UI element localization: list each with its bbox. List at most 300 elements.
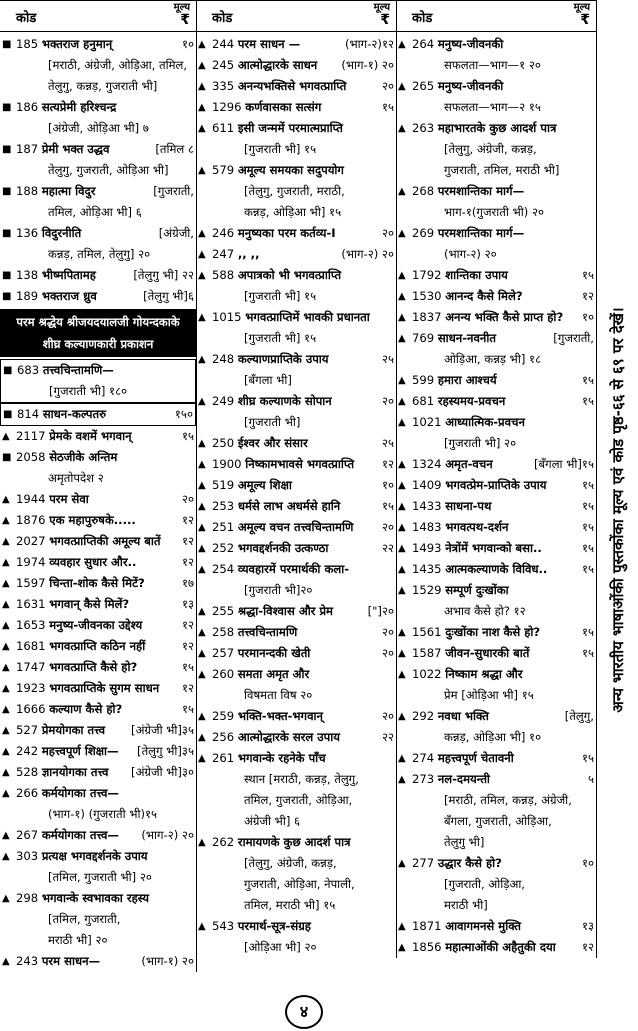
book-price: १७: [181, 576, 194, 590]
entry-detail: तमिल, ओड़िआ भी] ६: [48, 205, 142, 219]
triangle-bullet-icon: ▲: [2, 662, 10, 673]
entry-detail: [गुजराती भी] १५: [244, 142, 317, 156]
book-code: 185: [16, 37, 39, 51]
book-title: अमूल्य समयका सदुपयोग: [237, 163, 344, 177]
book-title: कर्णवासका सत्संग: [245, 100, 322, 114]
book-price: १२: [181, 618, 194, 632]
book-title: व्यवहारमें परमार्थकी कला-: [237, 562, 350, 576]
book-code: 1529: [412, 583, 442, 597]
book-code: 1666: [16, 702, 46, 716]
catalog-entry: [398, 580, 594, 622]
book-price: १५: [581, 541, 594, 555]
book-code: 138: [16, 268, 39, 282]
catalog-entry: [198, 391, 394, 433]
book-title: कर्मयोगका तत्त्व—: [41, 828, 119, 842]
book-price: [तेलुगु भी] २२: [133, 268, 194, 282]
book-price: १५: [581, 646, 594, 660]
rupee-icon: ₹: [180, 12, 190, 28]
book-price: १५: [381, 100, 394, 114]
catalog-entry: [2, 783, 194, 825]
catalog-entry: [398, 265, 594, 286]
catalog-entry: [398, 559, 594, 580]
book-code: 1597: [16, 576, 46, 590]
book-price: १२: [581, 940, 594, 954]
book-title: मनुष्यका परम कर्तव्य-I: [237, 226, 336, 240]
book-title: निष्काम श्रद्धा और: [445, 667, 523, 681]
entry-list: [0, 32, 196, 972]
book-title: इसी जन्ममें परमात्मप्राप्ति: [237, 121, 343, 135]
book-title: रहस्यमय-प्रवचन: [437, 394, 506, 408]
triangle-bullet-icon: ▲: [198, 753, 206, 764]
catalog-entry: [198, 55, 394, 76]
book-code: 1792: [412, 268, 442, 282]
book-price: १५: [181, 429, 194, 443]
book-title: तत्त्वचिन्तामणि: [237, 625, 298, 639]
triangle-bullet-icon: ▲: [2, 557, 10, 568]
entry-detail: तेलुगु भी]: [444, 835, 485, 849]
book-code: 1631: [16, 597, 46, 611]
book-price: २०: [381, 79, 394, 93]
catalog-entry: [398, 307, 594, 328]
book-title: निष्कामभावसे भगवत्प्राप्ति: [245, 457, 355, 471]
book-code: 257: [212, 646, 235, 660]
book-code: 1974: [16, 555, 46, 569]
book-title: श्रद्धा-विश्वास और प्रेम: [237, 604, 333, 618]
triangle-bullet-icon: ▲: [2, 599, 10, 610]
triangle-bullet-icon: ▲: [398, 501, 406, 512]
code-label: कोड: [212, 11, 233, 26]
book-price: १२: [381, 457, 394, 471]
book-code: 1856: [412, 940, 442, 954]
book-title: प्रेमयोगका तत्त्व: [41, 723, 106, 737]
rupee-icon: ₹: [580, 12, 590, 28]
book-title: सत्यप्रेमी हरिश्चन्द्र: [41, 100, 117, 114]
book-code: 1747: [16, 660, 46, 674]
book-title: शीघ्र कल्याणके सोपान: [237, 394, 332, 408]
book-price: [376, 916, 394, 937]
book-code: 262: [212, 835, 235, 849]
book-title: प्रत्यक्ष भगवद्दर्शनके उपाय: [41, 849, 148, 863]
book-title: ,, ,,: [237, 247, 260, 261]
book-code: 1021: [412, 415, 442, 429]
book-price: [576, 664, 594, 685]
book-title: भगवान् कैसे मिलें?: [49, 597, 130, 611]
book-code: 1530: [412, 289, 442, 303]
book-title: एक महापुरुषके.....: [49, 513, 136, 527]
entry-detail: [गुजराती भी] १८०: [49, 384, 128, 398]
catalog-entry: [198, 517, 394, 538]
entry-detail: स्थान [मराठी, कन्नड़, तेलुगु,: [244, 772, 359, 786]
code-label: कोड: [16, 11, 37, 26]
square-bullet-icon: ■: [2, 452, 12, 463]
book-code: 519: [212, 478, 235, 492]
entry-detail: कन्नड़, ओड़िआ भी] १०: [444, 730, 542, 744]
book-title: नेत्रोंमें भगवान्को बसा..: [445, 541, 542, 555]
book-price: [576, 223, 594, 244]
book-price: १५०: [174, 407, 193, 421]
column-header: [196, 0, 396, 32]
triangle-bullet-icon: ▲: [398, 774, 406, 785]
triangle-bullet-icon: ▲: [198, 81, 206, 92]
entry-detail: भाग-१(गुजराती भी) २०: [444, 205, 545, 219]
triangle-bullet-icon: ▲: [398, 942, 406, 953]
entry-detail: गुजराती, तमिल, मराठी भी]: [444, 163, 560, 177]
book-code: 303: [16, 849, 39, 863]
entry-list: [196, 32, 396, 958]
book-price: (भाग-१) २०: [341, 58, 394, 72]
book-code: 255: [212, 604, 235, 618]
triangle-bullet-icon: ▲: [398, 333, 406, 344]
book-price: १५: [581, 478, 594, 492]
book-title: भगवत्प्राप्ति कठिन नहीं: [49, 639, 146, 653]
entry-detail: तेलुगु, गुजराती, ओड़िआ भी]: [48, 163, 169, 177]
book-price: १५: [581, 625, 594, 639]
book-code: 1324: [412, 457, 442, 471]
catalog-entry: [198, 706, 394, 727]
catalog-entry: [2, 762, 194, 783]
triangle-bullet-icon: ▲: [198, 648, 206, 659]
catalog-entry: [198, 97, 394, 118]
catalog-entry: [2, 594, 194, 615]
book-code: 611: [212, 121, 235, 135]
catalog-entry: [398, 538, 594, 559]
catalog-entry: [198, 475, 394, 496]
entry-detail: (भाग-२) २०: [444, 247, 497, 261]
entry-detail: [गुजराती भी] २०: [444, 436, 517, 450]
catalog-entry: [0, 359, 196, 403]
triangle-bullet-icon: ▲: [398, 375, 406, 386]
book-code: 267: [16, 828, 39, 842]
book-price: (भाग-२) २०: [341, 247, 394, 261]
triangle-bullet-icon: ▲: [398, 753, 406, 764]
book-code: 277: [412, 856, 435, 870]
book-code: 579: [212, 163, 235, 177]
book-code: 1493: [412, 541, 442, 555]
book-code: 269: [412, 226, 435, 240]
triangle-bullet-icon: ▲: [398, 417, 406, 428]
triangle-bullet-icon: ▲: [198, 711, 206, 722]
catalog-entry: [2, 615, 194, 636]
book-price: [376, 832, 394, 853]
entry-detail: ओड़िआ, कन्नड़ भी] १८: [444, 352, 542, 366]
book-code: 1681: [16, 639, 46, 653]
catalog-entry: [198, 748, 394, 832]
catalog-entry: [398, 622, 594, 643]
book-price: [376, 664, 394, 685]
book-title: समता अमृत और: [237, 667, 310, 681]
book-code: 260: [212, 667, 235, 681]
triangle-bullet-icon: ▲: [198, 606, 206, 617]
book-code: 528: [16, 765, 39, 779]
book-title: परमशान्तिका मार्ग—: [437, 226, 525, 240]
triangle-bullet-icon: ▲: [398, 711, 406, 722]
entry-detail: [तेलुगु, गुजराती, मराठी,: [244, 184, 345, 198]
catalog-entry: [398, 664, 594, 706]
square-bullet-icon: ■: [2, 39, 12, 50]
entry-list: [396, 32, 596, 958]
book-code: 268: [412, 184, 435, 198]
triangle-bullet-icon: ▲: [2, 725, 10, 736]
book-title: प्रेमी भक्त उद्धव: [41, 142, 110, 156]
book-code: 335: [212, 79, 235, 93]
book-price: १०: [581, 856, 594, 870]
book-title: मनुष्य-जीवनकी: [437, 79, 504, 93]
book-code: 189: [16, 289, 39, 303]
book-title: महत्त्वपूर्ण चेतावनी: [437, 751, 514, 765]
book-title: नल-दमयन्ती: [437, 772, 490, 786]
triangle-bullet-icon: ▲: [198, 228, 206, 239]
entry-detail: [तेलुगु, अंग्रेजी, कन्नड़,: [444, 142, 537, 156]
book-price: [376, 559, 394, 580]
book-title: व्यवहार सुधार और..: [49, 555, 137, 569]
triangle-bullet-icon: ▲: [2, 515, 10, 526]
entry-detail: गुजराती, ओड़िआ, नेपाली,: [244, 877, 355, 891]
entry-detail: सफलता—भाग—२ १५: [444, 100, 541, 114]
book-code: 2058: [16, 450, 46, 464]
book-title: दुःखोंका नाश कैसे हो?: [445, 625, 541, 639]
book-title: परम सेवा: [49, 492, 89, 506]
book-price: [तमिल ८: [155, 142, 194, 156]
entry-detail: [अंग्रेजी, ओड़िआ भी] ७: [48, 121, 149, 135]
triangle-bullet-icon: ▲: [398, 396, 406, 407]
catalog-entry: [398, 454, 594, 475]
catalog-entry: [398, 937, 594, 958]
entry-detail: तमिल, गुजराती, ओड़िआ,: [244, 793, 353, 807]
entry-detail: तमिल, मराठी भी] १५: [244, 898, 336, 912]
catalog-entry: [2, 699, 194, 720]
catalog-entry: [398, 118, 594, 181]
book-title: ज्ञानयोगका तत्त्व: [41, 765, 109, 779]
catalog-entry: [198, 118, 394, 160]
triangle-bullet-icon: ▲: [198, 102, 206, 113]
book-price: १२: [181, 639, 194, 653]
square-bullet-icon: ■: [3, 365, 13, 376]
book-code: 254: [212, 562, 235, 576]
book-price: [376, 307, 394, 328]
entry-detail: मराठी भी] २०: [48, 933, 108, 947]
triangle-bullet-icon: ▲: [198, 438, 206, 449]
book-title: रामायणके कुछ आदर्श पात्र: [237, 835, 351, 849]
book-title: मनुष्य-जीवनकी: [437, 37, 504, 51]
book-code: 242: [16, 744, 39, 758]
triangle-bullet-icon: ▲: [198, 921, 206, 932]
book-price: [376, 160, 394, 181]
book-code: 274: [412, 751, 435, 765]
book-title: परमार्थ-सूत्र-संग्रह: [237, 919, 311, 933]
catalog-entry: [198, 223, 394, 244]
book-title: कर्मयोगका तत्त्व—: [41, 786, 119, 800]
book-title: कल्याणप्राप्तिके उपाय: [237, 352, 329, 366]
catalog-entry: [198, 664, 394, 706]
book-price: [अंग्रेजी भी]३०: [131, 765, 194, 779]
catalog-entry: [398, 328, 594, 370]
book-code: 246: [212, 226, 235, 240]
triangle-bullet-icon: ▲: [398, 312, 406, 323]
catalog-entry: [2, 510, 194, 531]
book-title: विदुरनीति: [41, 226, 82, 240]
book-price: [बँगला भी]१५: [534, 457, 594, 471]
book-price: १०: [381, 478, 394, 492]
book-price: १५: [381, 499, 394, 513]
book-price: [तेलुगु भी]६: [143, 289, 194, 303]
book-code: 263: [412, 121, 435, 135]
entry-detail: [गुजराती भी] १५: [244, 331, 317, 345]
book-price: १५: [581, 520, 594, 534]
catalog-entry: [398, 706, 594, 748]
catalog-entry: [198, 916, 394, 958]
book-title: भीष्मपितामह: [41, 268, 96, 282]
triangle-bullet-icon: ▲: [398, 648, 406, 659]
book-price: [176, 846, 194, 867]
catalog-entry: [0, 403, 196, 426]
triangle-bullet-icon: ▲: [198, 837, 206, 848]
book-price: २०: [181, 492, 194, 506]
column-1: [0, 0, 197, 972]
catalog-entry: [2, 426, 194, 447]
book-price: ["]२०: [367, 604, 394, 618]
book-price: १५: [181, 660, 194, 674]
entry-detail: [बँगला भी]: [244, 373, 292, 387]
book-title: जीवन-सुधारकी बातें: [445, 646, 530, 660]
book-title: भक्तराज ध्रुव: [41, 289, 97, 303]
price-label: मूल्य ₹: [573, 2, 590, 28]
book-code: 1587: [412, 646, 442, 660]
book-price: १५: [581, 562, 594, 576]
book-price: १३: [581, 919, 594, 933]
book-title: कल्याण कैसे हो?: [49, 702, 123, 716]
book-title: तत्त्वचिन्तामणि—: [42, 363, 114, 377]
book-price: १५: [581, 373, 594, 387]
book-code: 256: [212, 730, 235, 744]
catalog-entry: [2, 286, 194, 307]
catalog-entry: [2, 657, 194, 678]
book-code: 769: [412, 331, 435, 345]
book-code: 1022: [412, 667, 442, 681]
triangle-bullet-icon: ▲: [2, 704, 10, 715]
triangle-bullet-icon: ▲: [2, 494, 10, 505]
book-price: २५: [381, 352, 394, 366]
book-price: [576, 181, 594, 202]
entry-detail: [तमिल, गुजराती,: [48, 912, 121, 926]
triangle-bullet-icon: ▲: [2, 683, 10, 694]
book-price: १५: [581, 751, 594, 765]
catalog-entry: [2, 34, 194, 97]
book-price: १५: [581, 499, 594, 513]
book-title: अमृत-वचन: [445, 457, 493, 471]
entry-detail: [तेलुगु, अंग्रेजी, कन्नड़,: [244, 856, 337, 870]
book-price: २०: [381, 226, 394, 240]
book-price: २२: [381, 541, 394, 555]
book-title: चिन्ता-शोक कैसे मिटें?: [49, 576, 145, 590]
code-label: कोड: [412, 11, 433, 26]
book-title: अपात्रको भी भगवत्प्राप्ति: [237, 268, 342, 282]
square-bullet-icon: ■: [2, 228, 12, 239]
square-bullet-icon: ■: [2, 186, 12, 197]
book-title: धर्मसे लाभ अधर्मसे हानि: [237, 499, 341, 513]
triangle-bullet-icon: ▲: [198, 354, 206, 365]
triangle-bullet-icon: ▲: [398, 186, 406, 197]
catalog-entry: [2, 97, 194, 139]
square-bullet-icon: ■: [3, 409, 13, 420]
triangle-bullet-icon: ▲: [2, 788, 10, 799]
entry-detail: विषमता विष २०: [244, 688, 313, 702]
book-title: उद्धार कैसे हो?: [437, 856, 502, 870]
entry-detail: [गुजराती भी]२०: [244, 583, 313, 597]
catalog-entry: [198, 538, 394, 559]
book-code: 1653: [16, 618, 46, 632]
book-title: प्रेमके वशमें भगवान्: [49, 429, 132, 443]
triangle-bullet-icon: ▲: [2, 851, 10, 862]
book-title: भगवत्पथ-दर्शन: [445, 520, 509, 534]
catalog-entry: [198, 244, 394, 265]
entry-detail: [गुजराती भी]: [244, 415, 301, 429]
triangle-bullet-icon: ▲: [398, 858, 406, 869]
book-title: भगवत्प्रेम-प्राप्तिके उपाय: [445, 478, 547, 492]
entry-detail: अमृतोपदेश २: [48, 471, 104, 485]
catalog-entry: [198, 832, 394, 916]
section-banner: परम श्रद्धेय श्रीजयदयालजी गोयन्दकाके शीघ्र कल्याणकारी प्रकाशन: [0, 309, 196, 357]
book-price: [576, 118, 594, 139]
catalog-entry: [198, 454, 394, 475]
book-price: २०: [381, 520, 394, 534]
book-price: १२: [181, 555, 194, 569]
catalog-entry: [2, 489, 194, 510]
book-code: 186: [16, 100, 39, 114]
book-code: 273: [412, 772, 435, 786]
book-title: भक्तराज हनुमान्: [41, 37, 113, 51]
book-price: [तेलुगु भी]३५: [137, 744, 194, 758]
book-title: साधन-नवनीत: [437, 331, 496, 345]
book-title: आत्मोद्धारके सरल उपाय: [237, 730, 340, 744]
book-code: 264: [412, 37, 435, 51]
book-title: महात्मा विदुर: [41, 184, 96, 198]
catalog-entry: [2, 636, 194, 657]
catalog-entry: [398, 286, 594, 307]
entry-detail: [मराठी, अंग्रेजी, ओड़िआ, तमिल,: [48, 58, 188, 72]
triangle-bullet-icon: ▲: [198, 501, 206, 512]
book-title: ईश्वर और संसार: [237, 436, 308, 450]
book-price: १२: [181, 513, 194, 527]
catalog-entry: [398, 370, 594, 391]
book-price: १०: [181, 37, 194, 51]
book-price: [376, 265, 394, 286]
price-label: मूल्य ₹: [173, 2, 190, 28]
catalog-entry: [2, 846, 194, 888]
book-price: (भाग-२)१२: [345, 37, 394, 51]
book-price: [176, 447, 194, 468]
triangle-bullet-icon: ▲: [2, 767, 10, 778]
column-header: [0, 0, 196, 32]
triangle-bullet-icon: ▲: [2, 431, 10, 442]
book-price: [176, 888, 194, 909]
triangle-bullet-icon: ▲: [398, 585, 406, 596]
catalog-entry: [198, 76, 394, 97]
book-title: महत्त्वपूर्ण शिक्षा—: [41, 744, 119, 758]
book-code: 265: [412, 79, 435, 93]
triangle-bullet-icon: ▲: [198, 669, 206, 680]
triangle-bullet-icon: ▲: [2, 578, 10, 589]
book-code: 244: [212, 37, 235, 51]
book-price: २५: [381, 436, 394, 450]
triangle-bullet-icon: ▲: [398, 270, 406, 281]
triangle-bullet-icon: ▲: [198, 459, 206, 470]
book-title: नवधा भक्ति: [437, 709, 489, 723]
triangle-bullet-icon: ▲: [198, 522, 206, 533]
entry-detail: [गुजराती, ओड़िआ,: [444, 877, 525, 891]
triangle-bullet-icon: ▲: [198, 543, 206, 554]
catalog-entry: [198, 559, 394, 601]
book-price: [376, 118, 394, 139]
